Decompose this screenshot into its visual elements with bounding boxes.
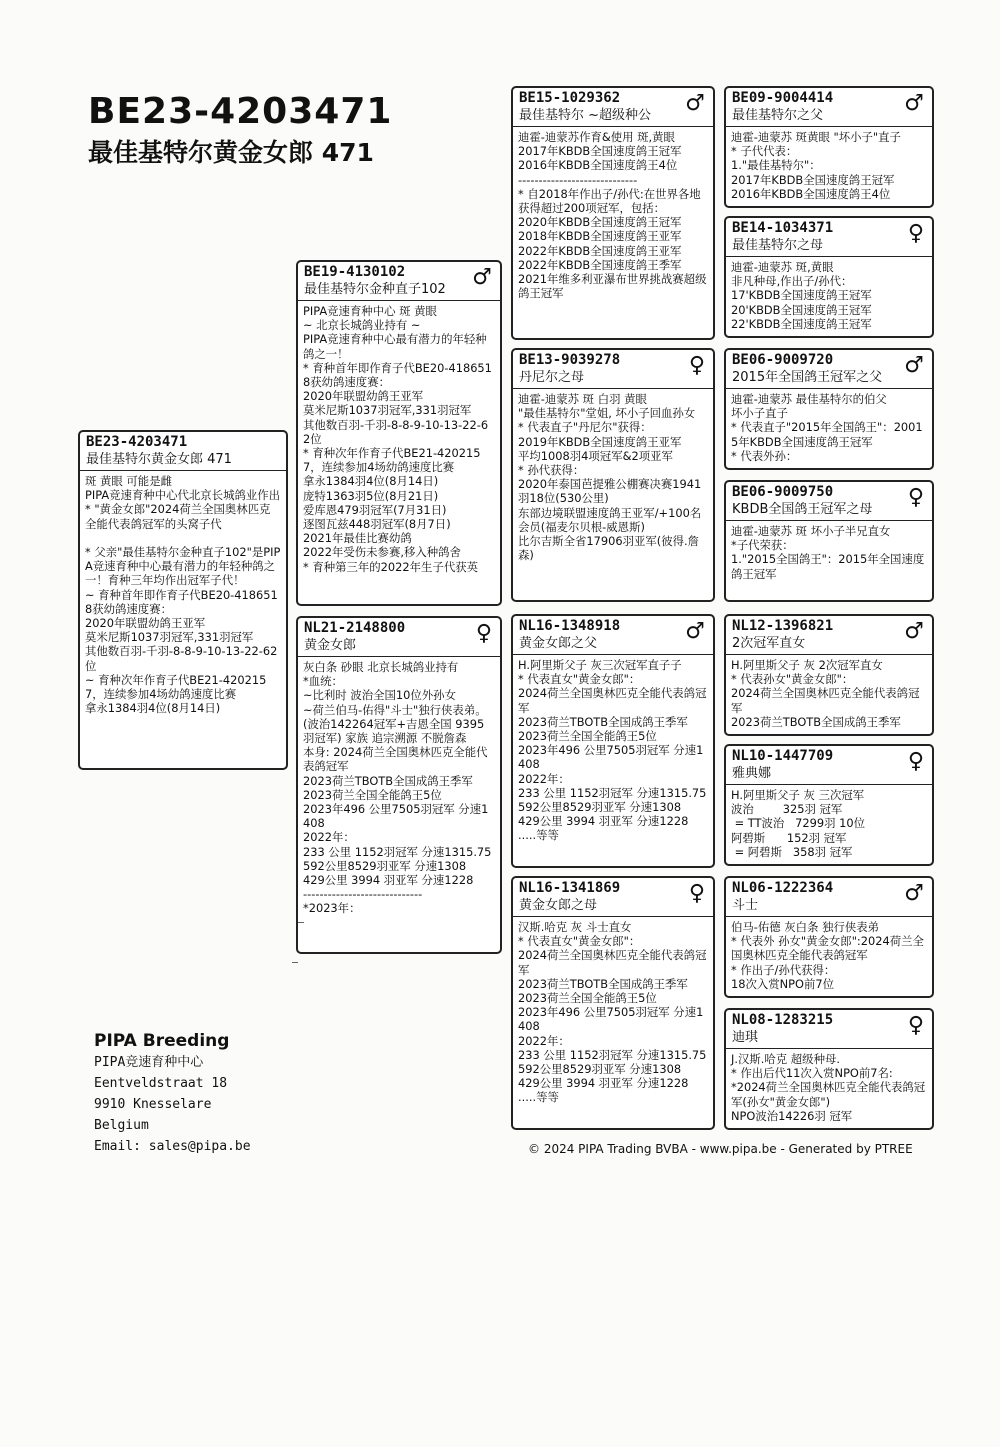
pigeon-details: H.阿里斯父子 灰 2次冠军直女 * 代表孙女"黄金女郎"： 2024荷兰全国奥林匹克全能代表鸽冠军 2023荷兰TBOTB全国成鸽王季军 bbox=[731, 658, 920, 729]
male-icon: ♂ bbox=[904, 353, 924, 378]
card-header bbox=[513, 616, 713, 655]
pigeon-name: 2次冠军直女 bbox=[732, 636, 806, 651]
card-dam-dam bbox=[511, 876, 715, 1130]
pigeon-name: 斗士 bbox=[732, 898, 759, 913]
card-header bbox=[513, 878, 713, 917]
pigeon-name: KBDB全国鸽王冠军之母 bbox=[732, 502, 873, 517]
pigeon-name: 最佳基特尔金种直子102 bbox=[304, 282, 446, 297]
pigeon-details: 伯马-佑德 灰白条 独行侠表弟 * 代表外 孙女"黄金女郎":2024荷兰全国奥林匹克全能代表鸽冠军 * 作出子/孙代获得： 18次入赏NPO前7位 bbox=[731, 920, 924, 991]
male-icon: ♂ bbox=[685, 91, 705, 116]
card-subject bbox=[78, 430, 288, 770]
female-icon: ♀ bbox=[688, 881, 705, 906]
pigeon-name: 迪琪 bbox=[732, 1030, 759, 1045]
female-icon: ♀ bbox=[907, 1013, 924, 1038]
pigeon-name: 最佳基特尔 ~超级种公 bbox=[519, 108, 652, 123]
pigeon-details: 迪霍-迪蒙苏作育&使用 斑,黄眼 2017年KBDB全国速度鸽王冠军 2016年KBDB全国速度鸽王4位 ----------------------------- * 自2018年作出子/孙代:在世界各地获得超过200项冠军，包括： 2020年KBDB全国速度鸽王冠军 2018年KBDB全国速度鸽王亚军 2022年KBDB全国速度鸽王亚军 2022年KBDB全国速度鸽王季军 2021年维多利亚瀑布世界挑战赛超级鸽王冠军 bbox=[518, 130, 707, 301]
card-header bbox=[726, 746, 932, 785]
card-header bbox=[726, 616, 932, 655]
pigeon-details: J.汉斯.哈克 超级种母. * 作出后代11次入赏NPO前7名: *2024荷兰全国奥林匹克全能代表鸽冠军(孙女"黄金女郎") NPO波治14226羽 冠军 bbox=[731, 1052, 926, 1123]
pigeon-details: 迪霍-迪蒙苏 斑黄眼 "坏小子"直子 * 子代代表： 1."最佳基特尔"： 2017年KBDB全国速度鸽王冠军 2016年KBDB全国速度鸽王4位 bbox=[731, 130, 901, 201]
male-icon: ♂ bbox=[685, 619, 705, 644]
ring-number: NL06-1222364 bbox=[732, 880, 834, 896]
card-ssd bbox=[724, 216, 934, 338]
card-sdd bbox=[724, 480, 934, 602]
card-header bbox=[726, 482, 932, 521]
card-dss bbox=[724, 614, 934, 736]
scan-mark bbox=[298, 922, 304, 923]
ring-number: BE19-4130102 bbox=[304, 264, 406, 280]
ring-number: BE06-9009720 bbox=[732, 352, 834, 368]
card-dam bbox=[296, 616, 502, 954]
pigeon-details: 迪霍-迪蒙苏 斑,黄眼 非凡种母,作出子/孙代： 17'KBDB全国速度鸽王冠军 20'KBDB全国速度鸽王冠军 22'KBDB全国速度鸽王冠军 bbox=[731, 260, 872, 331]
ring-number: NL16-1341869 bbox=[519, 880, 621, 896]
card-sire-sire bbox=[511, 86, 715, 340]
ring-number: NL08-1283215 bbox=[732, 1012, 834, 1028]
ring-number: NL12-1396821 bbox=[732, 618, 834, 634]
card-dds bbox=[724, 876, 934, 998]
male-icon: ♂ bbox=[472, 265, 492, 290]
ring-number: BE06-9009750 bbox=[732, 484, 834, 500]
female-icon: ♀ bbox=[688, 353, 705, 378]
female-icon: ♀ bbox=[475, 621, 492, 646]
female-icon: ♀ bbox=[907, 485, 924, 510]
ring-number: NL16-1348918 bbox=[519, 618, 621, 634]
card-sds bbox=[724, 348, 934, 470]
scan-mark bbox=[292, 962, 298, 963]
address-line: Belgium bbox=[94, 1118, 149, 1133]
card-header bbox=[298, 262, 500, 301]
subject-ring-title: BE23-4203471 bbox=[88, 91, 393, 132]
card-header bbox=[513, 88, 713, 127]
ring-number: BE14-1034371 bbox=[732, 220, 834, 236]
pigeon-name: 黄金女郎 bbox=[304, 638, 357, 653]
subject-name-title: 最佳基特尔黄金女郎 471 bbox=[88, 138, 374, 167]
pedigree-title bbox=[88, 92, 392, 170]
copyright: © 2024 PIPA Trading BVBA - www.pipa.be - Generated by PTREE bbox=[528, 1142, 913, 1156]
pigeon-details: H.阿里斯父子 灰三次冠军直子子 * 代表直女"黄金女郎"： 2024荷兰全国奥林匹克全能代表鸽冠军 2023荷兰TBOTB全国成鸽王季军 2023荷兰全国全能鸽王5位 2023年496 公里7505羽冠军 分速1408 2022年： 233 公里 1152羽冠军 分速1315.75 592公里8529羽亚军 分速1308 429公里 3994 羽亚军 分速1228 .....等等 bbox=[518, 658, 707, 843]
card-header bbox=[726, 88, 932, 127]
address-line: Eentveldstraat 18 bbox=[94, 1076, 228, 1091]
card-header bbox=[726, 1010, 932, 1049]
ring-number: BE09-9004414 bbox=[732, 90, 834, 106]
pigeon-details: 斑 黄眼 可能是雌 PIPA竞速育种中心代北京长城鸽业作出 * "黄金女郎"2024荷兰全国奥林匹克全能代表鸽冠军的头窝子代 * 父亲"最佳基特尔金种直子102"是PIPA竞速育种中心最有潜力的年轻种鸽之一！育种三年均作出冠军子代！ ~ 育种首年即作育子代BE20-4186518获幼鸽速度赛： 2020年联盟幼鸽王亚军 莫米尼斯1037羽冠军,331羽冠军 其他数百羽-千羽-8-8-9-10-13-22-62位 ~ 育种次年作育子代BE21-4202157，连续参加4场幼鸽速度比赛 拿永1384羽4位(8月14日) bbox=[85, 474, 281, 716]
brand-name: PIPA Breeding bbox=[94, 1031, 230, 1051]
pigeon-name: 最佳基特尔之父 bbox=[732, 108, 824, 123]
card-header bbox=[513, 350, 713, 389]
ring-number: BE23-4203471 bbox=[86, 434, 188, 450]
pigeon-details: H.阿里斯父子 灰 三次冠军 波治 325羽 冠军 = TT波治 7299羽 10位 阿碧斯 152羽 冠军 = 阿碧斯 358羽 冠军 bbox=[731, 788, 866, 859]
pigeon-details: 灰白条 砂眼 北京长城鸽业持有 *血统： ~比利时 波治全国10位外孙女 ~荷兰伯马-佑得"斗士"独行侠表弟。 (波治142264冠军+吉恩全国 9395羽冠军) 家族 追宗溯源 不脱詹森 本身: 2024荷兰全国奥林匹克全能代表鸽冠军 2023荷兰TBOTB全国成鸽王季军 2023荷兰全国全能鸽王5位 2023年496 公里7505羽冠军 分速1408 2022年： 233 公里 1152羽冠军 分速1315.75 592公里8529羽亚军 分速1308 429公里 3994 羽亚军 分速1228 ----------------------------- *2023年： bbox=[303, 660, 492, 916]
male-icon: ♂ bbox=[904, 91, 924, 116]
male-icon: ♂ bbox=[904, 619, 924, 644]
card-header bbox=[80, 432, 286, 471]
female-icon: ♀ bbox=[907, 221, 924, 246]
address-line: PIPA竞速育种中心 bbox=[94, 1055, 204, 1070]
pigeon-name: 最佳基特尔黄金女郎 471 bbox=[86, 452, 232, 467]
ring-number: NL10-1447709 bbox=[732, 748, 834, 764]
card-dsd bbox=[724, 744, 934, 866]
card-dam-sire bbox=[511, 614, 715, 868]
breeder-address bbox=[94, 1030, 251, 1157]
pigeon-name: 最佳基特尔之母 bbox=[732, 238, 824, 253]
card-sire bbox=[296, 260, 502, 606]
ring-number: BE13-9039278 bbox=[519, 352, 621, 368]
pigeon-name: 2015年全国鸽王冠军之父 bbox=[732, 370, 883, 385]
female-icon: ♀ bbox=[907, 749, 924, 774]
card-header bbox=[726, 878, 932, 917]
pigeon-details: 汉斯.哈克 灰 斗士直女 * 代表直女"黄金女郎"： 2024荷兰全国奥林匹克全能代表鸽冠军 2023荷兰TBOTB全国成鸽王季军 2023荷兰全国全能鸽王5位 2023年496 公里7505羽冠军 分速1408 2022年： 233 公里 1152羽冠军 分速1315.75 592公里8529羽亚军 分速1308 429公里 3994 羽亚军 分速1228 .....等等 bbox=[518, 920, 707, 1105]
pigeon-name: 黄金女郎之父 bbox=[519, 636, 598, 651]
card-header bbox=[726, 218, 932, 257]
email-line: Email: sales@pipa.be bbox=[94, 1139, 251, 1154]
male-icon: ♂ bbox=[904, 881, 924, 906]
card-sss bbox=[724, 86, 934, 208]
pigeon-details: 迪霍-迪蒙苏 斑 坏小子半兄直女 *子代荣获： 1."2015全国鸽王"：2015年全国速度鸽王冠军 bbox=[731, 524, 925, 581]
pigeon-details: PIPA竞速育种中心 斑 黄眼 ~ 北京长城鸽业持有 ~ PIPA竞速育种中心最有潜力的年轻种鸽之一！ * 育种首年即作育子代BE20-4186518获幼鸽速度赛： 2020年联盟幼鸽王亚军 莫米尼斯1037羽冠军,331羽冠军 其他数百羽-千羽-8-8-9-10-13-22-62位 * 育种次年作育子代BE21-4202157，连续参加4场幼鸽速度比赛 拿永1384羽4位(8月14日) 庞特1363羽5位(8月21日) 爱库恩479羽冠军(7月31日) 逐图瓦兹448羽冠军(8月7日) 2021年最佳比赛幼鸽 2022年受伤未参赛,移入种鸽舍 * 育种第三年的2022年生子代获英 bbox=[303, 304, 492, 574]
ring-number: NL21-2148800 bbox=[304, 620, 406, 636]
card-ddd bbox=[724, 1008, 934, 1130]
address-line: 9910 Knesselare bbox=[94, 1097, 212, 1112]
pigeon-details: 迪霍-迪蒙苏 最佳基特尔的伯父 坏小子直子 * 代表直子"2015年全国鸽王"：20015年KBDB全国速度鸽王冠军 * 代表外孙： bbox=[731, 392, 923, 463]
card-header bbox=[726, 350, 932, 389]
ring-number: BE15-1029362 bbox=[519, 90, 621, 106]
card-header bbox=[298, 618, 500, 657]
pigeon-details: 迪霍-迪蒙苏 斑 白羽 黄眼 "最佳基特尔"堂姐, 坏小子回血孙女 * 代表直子"丹尼尔"获得： 2019年KBDB全国速度鸽王亚军 平均1008羽4项冠军&2项亚军 * 孙代获得： 2020年泰国芭提雅公棚赛决赛1941羽18位(530公里) 东部边境联盟速度鸽王亚军/+100名会员(福麦尔贝根-威恩斯) 比尔吉斯全省17906羽亚军(彼得.詹森) bbox=[518, 392, 702, 563]
card-sire-dam bbox=[511, 348, 715, 602]
pigeon-name: 黄金女郎之母 bbox=[519, 898, 598, 913]
pigeon-name: 丹尼尔之母 bbox=[519, 370, 585, 385]
pigeon-name: 雅典娜 bbox=[732, 766, 772, 781]
